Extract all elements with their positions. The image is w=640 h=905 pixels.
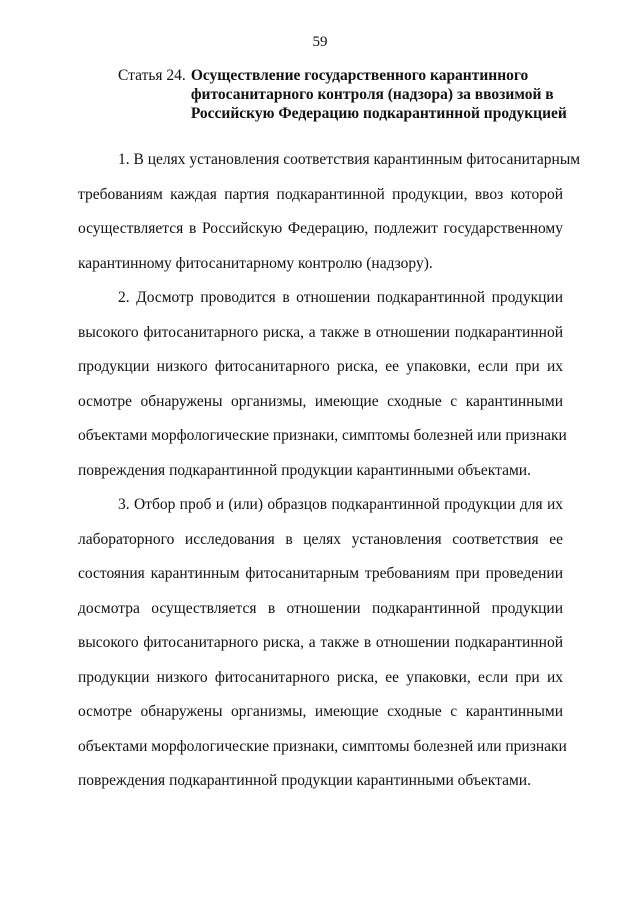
text-line: объектами морфологические признаки, симптомы болезней или признаки bbox=[78, 427, 567, 444]
text-line: досмотра осуществляется в отношении подкарантинной продукции bbox=[78, 599, 563, 617]
text-line: требованиям каждая партия подкарантинной продукции, ввоз которой bbox=[78, 185, 563, 203]
article-title bbox=[191, 66, 567, 123]
text-line: высокого фитосанитарного риска, а также в отношении подкарантинной bbox=[78, 634, 563, 651]
text-line: повреждения подкарантинной продукции карантинными объектами. bbox=[78, 461, 531, 479]
paragraph-3 bbox=[78, 488, 567, 799]
text-line: осмотре обнаружены организмы, имеющие сходные с карантинными bbox=[78, 703, 563, 720]
text-line: карантинному фитосанитарному контролю (надзору). bbox=[78, 254, 433, 272]
article-title-line: Российскую Федерацию подкарантинной продукцией bbox=[190, 105, 567, 122]
article-body bbox=[78, 143, 581, 799]
text-line: 3. Отбор проб и (или) образцов подкарантинной продукции для их bbox=[118, 496, 563, 513]
text-line: осуществляется в Российскую Федерацию, подлежит государственному bbox=[78, 220, 563, 237]
text-line: повреждения подкарантинной продукции карантинными объектами. bbox=[78, 772, 531, 789]
article-title-line: фитосанитарного контроля (надзора) за ввозимой в bbox=[190, 86, 554, 103]
text-line: объектами морфологические признаки, симптомы болезней или признаки bbox=[78, 737, 567, 755]
page-number: 59 bbox=[312, 34, 328, 50]
text-line: продукции низкого фитосанитарного риска, ее упаковки, если при их bbox=[78, 668, 563, 686]
text-line: осмотре обнаружены организмы, имеющие сходные с карантинными bbox=[78, 392, 563, 410]
text-line: 2. Досмотр проводится в отношении подкарантинной продукции bbox=[118, 289, 563, 306]
article-label: Статья 24. bbox=[118, 67, 186, 84]
paragraph-1 bbox=[78, 143, 581, 281]
text-line: 1. В целях установления соответствия карантинным фитосанитарным bbox=[118, 151, 581, 168]
text-line: высокого фитосанитарного риска, а также в отношении подкарантинной bbox=[78, 323, 563, 341]
text-line: продукции низкого фитосанитарного риска, ее упаковки, если при их bbox=[78, 358, 563, 375]
paragraph-2 bbox=[78, 281, 567, 488]
article-heading bbox=[118, 66, 588, 123]
text-line: состояния карантинным фитосанитарным требованиям при проведении bbox=[78, 565, 563, 582]
article-title-line: Осуществление государственного карантинного bbox=[190, 67, 529, 84]
text-line: лабораторного исследования в целях установления соответствия ее bbox=[78, 530, 563, 548]
